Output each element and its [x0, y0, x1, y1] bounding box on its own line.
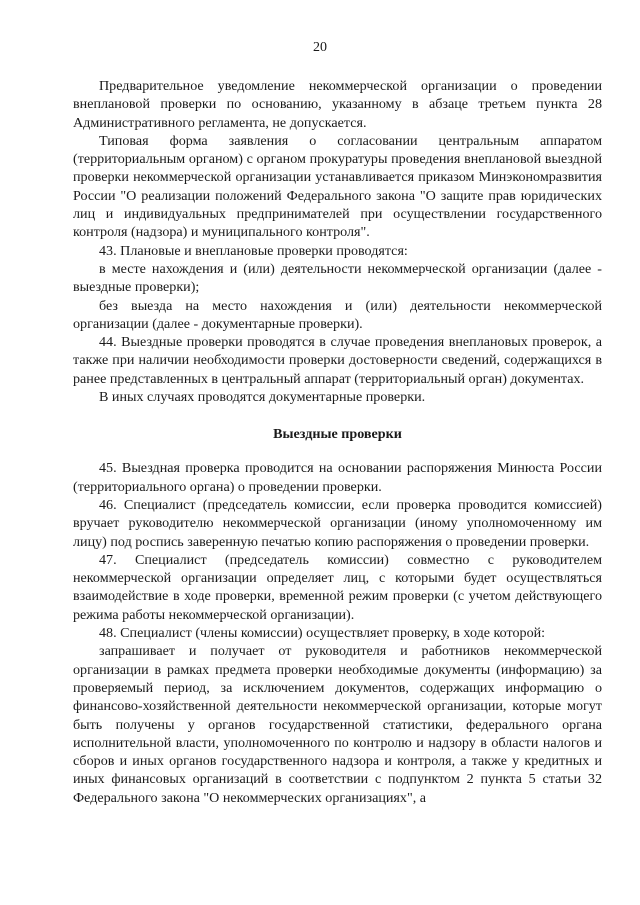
paragraph: Предварительное уведомление некоммерческой организации о проведении внеплановой проверки по основанию, указанному в абзаце третьем пункта 28 Административного регламента, не допускается. [73, 78, 602, 131]
paragraph: 45. Выездная проверка проводится на основании распоряжения Минюста России (территориального органа) о проведении проверки. [73, 460, 602, 495]
paragraph: Типовая форма заявления о согласовании центральным аппаратом (территориальным органом) с органом прокуратуры проведения внеплановой выездной проверки некоммерческой организации устанавливается приказом Минэкономразвития России "О реализации положений Федерального закона "О защите прав юридических лиц и индивидуальных предпринимателей при осуществлении государственного контроля (надзора) и муниципального контроля". [73, 132, 602, 241]
document-body [73, 77, 602, 807]
section-heading: Выездные проверки [273, 426, 402, 443]
paragraph: 46. Специалист (председатель комиссии, если проверка проводится комиссией) вручает руководителю некоммерческой организации (иному уполномоченному им лицу) под роспись заверенную печатью копию распоряжения о проведении проверки. [73, 496, 602, 550]
page-number: 20 [313, 40, 327, 55]
paragraph: в месте нахождения и (или) деятельности некоммерческой организации (далее - выездные проверки); [73, 260, 602, 296]
paragraph: 44. Выездные проверки проводятся в случае проведения внеплановых проверок, а также при наличии необходимости проверки достоверности сведений, содержащихся в ранее представленных в центральный аппарат (территориальный орган) документах. [73, 334, 602, 387]
paragraph: 48. Специалист (члены комиссии) осуществляет проверку, в ходе которой: [99, 625, 546, 642]
paragraph: В иных случаях проводятся документарные проверки. [99, 389, 426, 406]
paragraph: запрашивает и получает от руководителя и работников некоммерческой организации в рамках предмета проверки необходимые документы (информацию) за проверяемый период, за исключением документов, содержащих информацию о финансово-хозяйственной деятельности некоммерческой организации, которые могут быть получены у органов государственной статистики, федерального органа исполнительной власти, уполномоченного по контролю и надзору в области налогов и сборов и иных органов государственного надзора и контроля, а также у кредитных и иных финансовых организаций в соответствии с подпунктом 2 пункта 5 статьи 32 Федерального закона "О некоммерческих организациях", а [73, 643, 602, 806]
paragraph: 47. Специалист (председатель комиссии) совместно с руководителем некоммерческой организации определяет лиц, с которыми будет осуществляться взаимодействие в ходе проверки, временной режим проверки (с учетом действующего режима работы некоммерческой организации). [73, 551, 602, 623]
paragraph: без выезда на место нахождения и (или) деятельности некоммерческой организации (далее - документарные проверки). [73, 297, 602, 332]
paragraph: 43. Плановые и внеплановые проверки проводятся: [99, 242, 408, 259]
